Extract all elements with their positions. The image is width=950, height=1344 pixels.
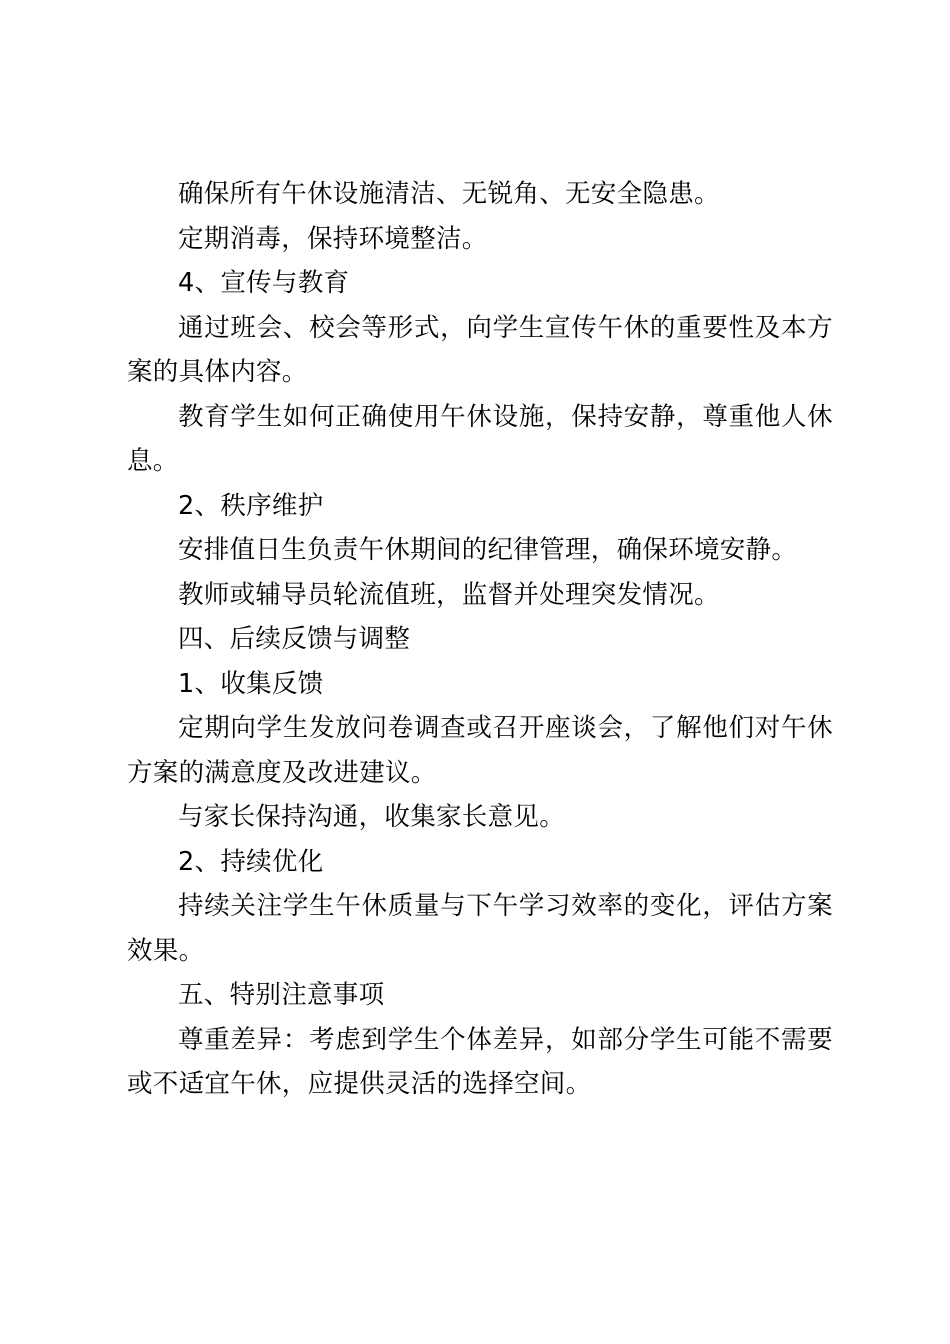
- paragraph-educate-students: 教育学生如何正确使用午休设施，保持安静，尊重他人休息。: [127, 401, 833, 476]
- paragraph-disinfection: 定期消毒，保持环境整洁。: [178, 223, 488, 254]
- paragraph-respect-differences: 尊重差异：考虑到学生个体差异，如部分学生可能不需要或不适宜午休，应提供灵活的选择空间。: [127, 1024, 833, 1099]
- heading-collect-feedback: 1、收集反馈: [178, 668, 324, 699]
- heading-feedback-adjustment: 四、后续反馈与调整: [178, 624, 411, 654]
- paragraph-class-meetings: 通过班会、校会等形式，向学生宣传午休的重要性及本方案的具体内容。: [127, 312, 833, 387]
- heading-continuous-optimization: 2、持续优化: [178, 846, 324, 877]
- paragraph-facility-safety: 确保所有午休设施清洁、无锐角、无安全隐患。: [178, 179, 720, 209]
- heading-order-maintenance: 2、秩序维护: [178, 490, 324, 521]
- paragraph-parent-communication: 与家长保持沟通，收集家长意见。: [178, 802, 566, 832]
- document-page: [127, 172, 833, 1107]
- heading-publicity-education: 4、宣传与教育: [178, 268, 350, 298]
- paragraph-duty-students: 安排值日生负责午休期间的纪律管理，确保环境安静。: [178, 535, 798, 565]
- paragraph-questionnaire: 定期向学生发放问卷调查或召开座谈会，了解他们对午休方案的满意度及改进建议。: [127, 713, 833, 788]
- paragraph-teacher-duty: 教师或辅导员轮流值班，监督并处理突发情况。: [178, 579, 720, 610]
- paragraph-monitor-quality: 持续关注学生午休质量与下午学习效率的变化，评估方案效果。: [127, 891, 833, 966]
- heading-special-notes: 五、特别注意事项: [178, 980, 385, 1010]
